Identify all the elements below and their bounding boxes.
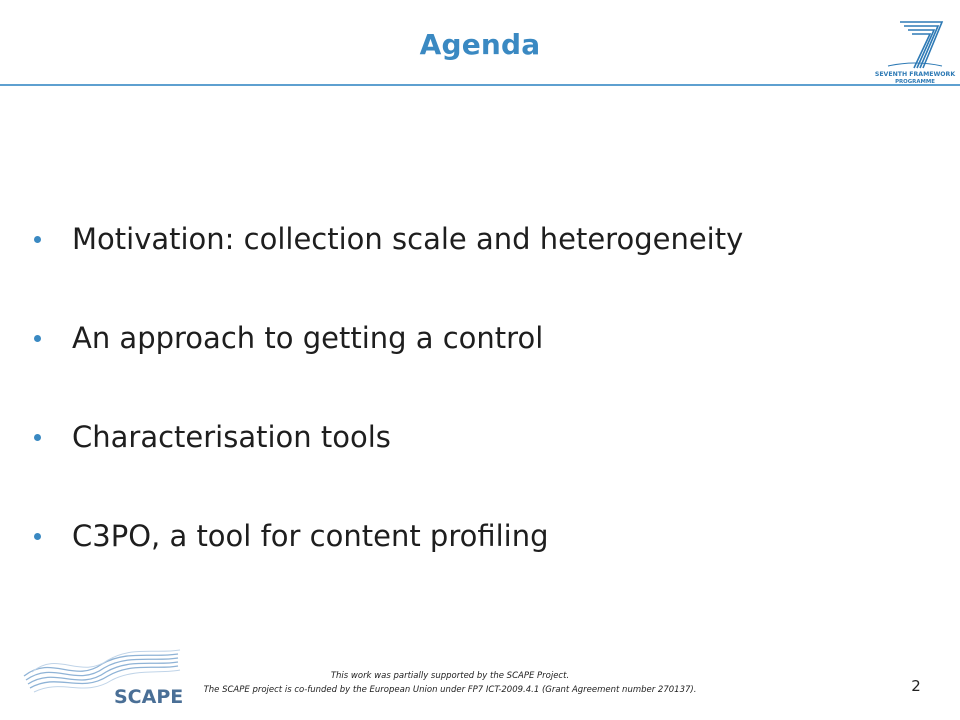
bullet-icon	[34, 434, 41, 441]
agenda-item	[34, 313, 743, 412]
bullet-icon	[34, 236, 41, 243]
title-divider	[0, 84, 960, 86]
agenda-item	[34, 214, 743, 313]
agenda-item-text: Motivation: collection scale and heterogeneity	[72, 222, 744, 256]
slide-title: Agenda	[419, 28, 541, 61]
bullet-icon	[34, 533, 41, 540]
scape-logo-text: SCAPE	[114, 686, 184, 708]
fp7-logo-icon	[874, 20, 956, 90]
agenda-item-text: An approach to getting a control	[72, 321, 544, 355]
footer-line-2: The SCAPE project is co-funded by the European Union under FP7 ICT-2009.4.1 (Grant Agreement number 270137).	[203, 685, 697, 695]
bullet-icon	[34, 335, 41, 342]
agenda-item-text: Characterisation tools	[72, 420, 391, 454]
agenda-item-text: C3PO, a tool for content profiling	[72, 519, 549, 553]
footer-line-1: This work was partially supported by the SCAPE Project.	[330, 671, 570, 681]
page-number: 2	[911, 677, 921, 695]
fp7-logo-line2: PROGRAMME	[895, 79, 935, 85]
footer-acknowledgement	[170, 669, 730, 697]
scape-logo-icon	[22, 640, 182, 708]
fp7-logo-line1: SEVENTH FRAMEWORK	[874, 71, 956, 78]
agenda-item	[34, 412, 743, 511]
agenda-item	[34, 511, 743, 610]
agenda-list	[34, 214, 743, 610]
